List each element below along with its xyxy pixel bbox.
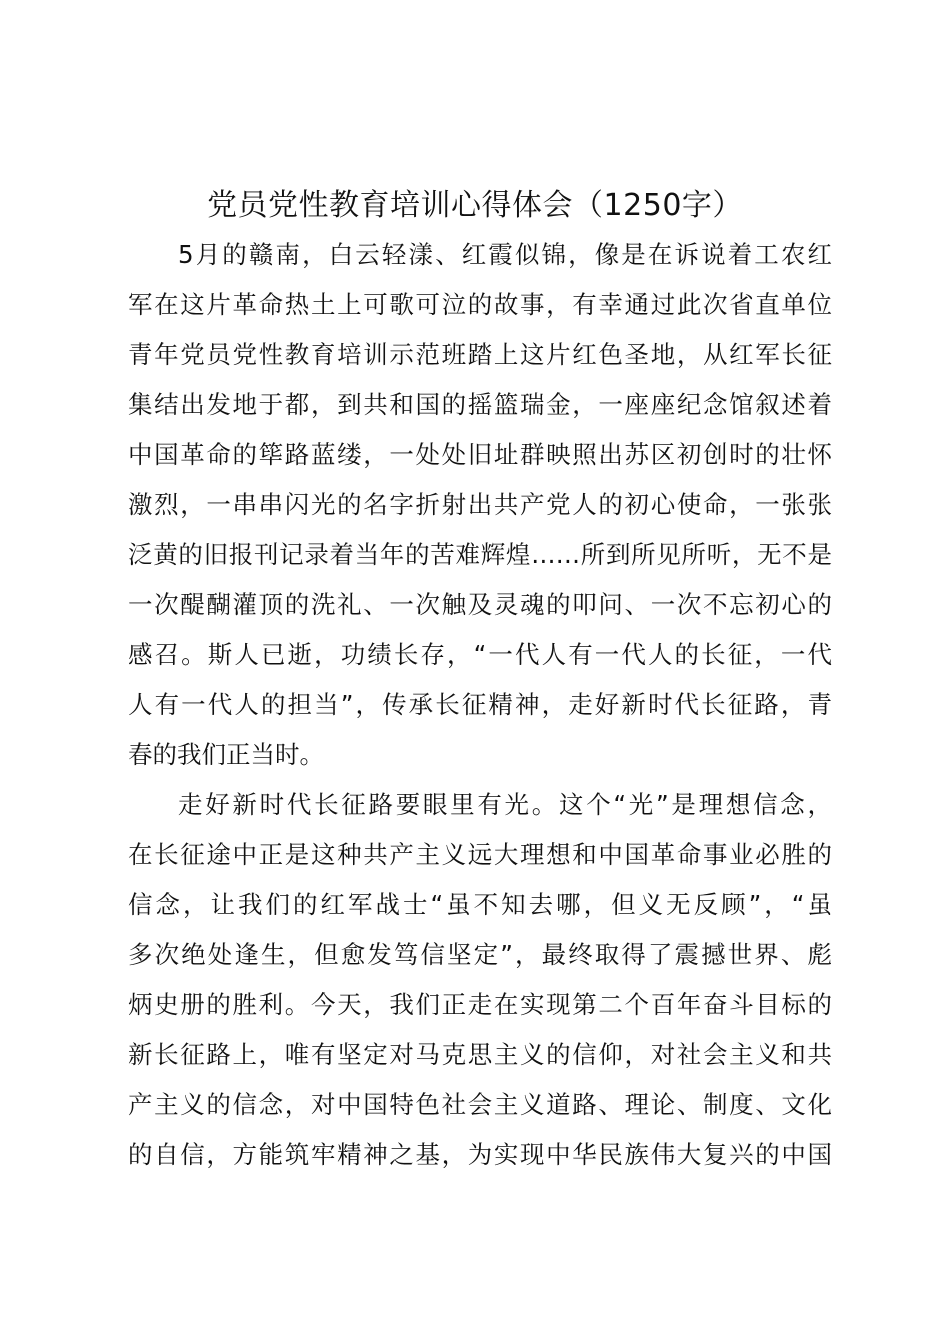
document-body bbox=[128, 230, 832, 1180]
paragraph-line: 春的我们正当时。 bbox=[128, 740, 324, 769]
paragraph-line: 激烈，一串串闪光的名字折射出共产党人的初心使命，一张张 bbox=[128, 490, 832, 519]
paragraph bbox=[128, 230, 832, 780]
paragraph-line: 人有一代人的担当”，传承长征精神，走好新时代长征路，青 bbox=[128, 690, 832, 719]
paragraph-line: 信念，让我们的红军战士“虽不知去哪，但义无反顾”，“虽 bbox=[128, 890, 832, 919]
paragraph-line: 青年党员党性教育培训示范班踏上这片红色圣地，从红军长征 bbox=[128, 340, 832, 369]
paragraph-line: 新长征路上，唯有坚定对马克思主义的信仰，对社会主义和共 bbox=[128, 1040, 832, 1069]
document-title: 党员党性教育培训心得体会（1250字） bbox=[207, 188, 743, 223]
paragraph-line: 感召。斯人已逝，功绩长存，“一代人有一代人的长征，一代 bbox=[128, 640, 832, 669]
paragraph-line: 泛黄的旧报刊记录着当年的苦难辉煌……所到所见所听，无不是 bbox=[128, 540, 832, 569]
paragraph-line: 中国革命的筚路蓝缕，一处处旧址群映照出苏区初创时的壮怀 bbox=[128, 440, 832, 469]
paragraph-line: 产主义的信念，对中国特色社会主义道路、理论、制度、文化 bbox=[128, 1090, 832, 1119]
paragraph-line: 在长征途中正是这种共产主义远大理想和中国革命事业必胜的 bbox=[128, 840, 832, 869]
paragraph-line: 的自信，方能筑牢精神之基，为实现中华民族伟大复兴的中国 bbox=[128, 1140, 832, 1169]
paragraph-line: 多次绝处逢生，但愈发笃信坚定”，最终取得了震撼世界、彪 bbox=[128, 940, 832, 969]
paragraph-line: 走好新时代长征路要眼里有光。这个“光”是理想信念， bbox=[178, 790, 832, 819]
paragraph-line: 军在这片革命热土上可歌可泣的故事，有幸通过此次省直单位 bbox=[128, 290, 832, 319]
paragraph bbox=[128, 780, 832, 1180]
paragraph-line: 5月的赣南，白云轻漾、红霞似锦，像是在诉说着工农红 bbox=[178, 240, 832, 269]
paragraph-line: 集结出发地于都，到共和国的摇篮瑞金，一座座纪念馆叙述着 bbox=[128, 390, 832, 419]
paragraph-line: 炳史册的胜利。今天，我们正走在实现第二个百年奋斗目标的 bbox=[128, 990, 832, 1019]
paragraph-line: 一次醍醐灌顶的洗礼、一次触及灵魂的叩问、一次不忘初心的 bbox=[128, 590, 832, 619]
